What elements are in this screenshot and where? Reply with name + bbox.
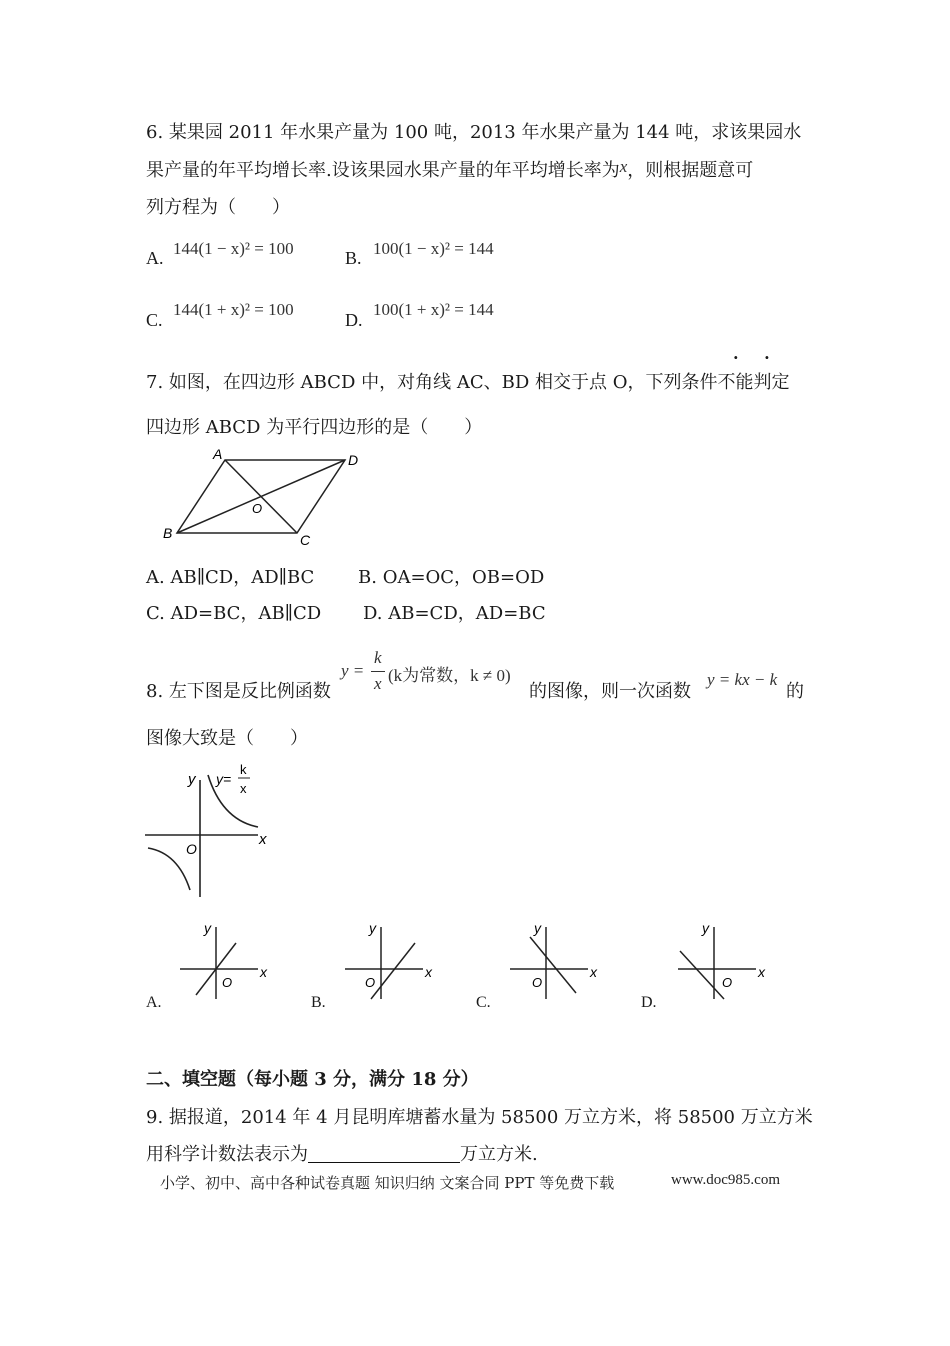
q6-option-a-expr: 144(1 − x)² = 100 — [173, 239, 294, 258]
q7-option-b — [358, 563, 544, 589]
q8-option-c-origin: O — [532, 975, 543, 990]
q8-option-a-y-label: y — [204, 920, 211, 936]
q7-label-a: A — [213, 446, 223, 462]
q8-linear-function: y = kx − k — [707, 670, 778, 689]
q7-label-c: C — [300, 532, 311, 548]
q6-line-2 — [146, 156, 753, 182]
q9-line-1: 9. 据报道，2014 年 4 月昆明库塘蓄水量为 58500 万立方米，将 58500 万立方米 — [146, 1107, 813, 1128]
q8-line-1-text-b: 的图像，则一次函数 — [529, 681, 691, 702]
q8-line-2: 图像大致是（ ） — [146, 728, 308, 749]
q8-curve-label-lhs: y= — [216, 771, 232, 787]
q8-option-a-x-label: x — [260, 964, 267, 980]
q8-curve-label-num: k — [240, 762, 247, 777]
q9-line-2 — [146, 1140, 538, 1166]
q8-line-1-text-c: 的 — [786, 681, 804, 702]
q9-line-2-text-a: 用科学计数法表示为 — [146, 1144, 308, 1165]
q8-option-a-origin: O — [222, 975, 233, 990]
q6-line-3: 列方程为（ ） — [146, 197, 290, 218]
q8-func-condition: (k为常数，k ≠ 0) — [388, 666, 511, 685]
q7-option-a-label: A. — [146, 567, 165, 588]
q7-label-d: D — [348, 452, 359, 468]
q8-inverse-function — [341, 650, 531, 700]
q8-option-b-x-label: x — [425, 964, 432, 980]
q7-option-c — [146, 599, 321, 625]
q6-option-d-label: D. — [345, 310, 363, 330]
q8-option-c-x-label: x — [590, 964, 597, 980]
q8-option-d-graph — [676, 915, 771, 1000]
q6-line-1: 6. 某果园 2011 年水果产量为 100 吨，2013 年水果产量为 144 吨，求该果园水 — [146, 122, 802, 143]
q9-line-2-text-b: 万立方米. — [460, 1144, 538, 1165]
q8-option-c-y-label: y — [534, 920, 541, 936]
q7-option-a — [146, 563, 314, 589]
q8-option-d-label: D. — [641, 994, 657, 1011]
q7-option-d-label: D. — [363, 603, 383, 624]
q7-option-d — [363, 599, 546, 625]
q8-hyperbola-branch-lower — [148, 848, 190, 890]
q8-option-a-graph — [178, 915, 273, 1000]
footer-text: 小学、初中、高中各种试卷真题 知识归纳 文案合同 PPT 等免费下载 — [160, 1174, 615, 1192]
q6-option-b-label: B. — [345, 248, 362, 268]
q6-option-a-label: A. — [146, 248, 164, 268]
q8-curve-label-den: x — [240, 781, 247, 796]
q6-option-d-expr: 100(1 + x)² = 144 — [373, 300, 494, 319]
q7-line-1: 7. 如图，在四边形 ABCD 中，对角线 AC、BD 相交于点 O，下列条件不能判定 — [146, 372, 790, 393]
q7-option-b-text: OA=OC，OB=OD — [382, 567, 545, 588]
q8-option-b-graph — [343, 915, 438, 1000]
q7-option-d-text: AB=CD，AD=BC — [388, 603, 546, 624]
q9-answer-blank — [308, 1144, 460, 1163]
q8-func-lhs: y = — [341, 661, 365, 680]
q8-func-fraction-bar — [371, 671, 385, 672]
q7-option-c-label: C. — [146, 603, 165, 624]
q8-graph-x-label: x — [259, 831, 267, 848]
q6-option-c-expr: 144(1 + x)² = 100 — [173, 300, 294, 319]
q6-line-2-text-b: ，则根据题意可 — [627, 160, 754, 181]
q7-option-c-text: AD=BC，AB∥CD — [170, 603, 322, 624]
q8-option-b-line — [371, 943, 415, 999]
q7-diagonal-bd — [177, 460, 345, 533]
q8-option-b-origin: O — [365, 975, 376, 990]
q8-func-numerator: k — [374, 648, 382, 667]
q8-inverse-graph — [140, 760, 275, 900]
q7-option-b-label: B. — [358, 567, 377, 588]
q8-option-d-line — [680, 951, 724, 999]
q6-option-b-expr: 100(1 − x)² = 144 — [373, 239, 494, 258]
q7-label-b: B — [163, 525, 173, 541]
q8-option-d-y-label: y — [702, 920, 709, 936]
q8-graph-y-label: y — [188, 771, 196, 788]
q8-option-b-label: B. — [311, 994, 326, 1011]
q7-emphasis-dots: · · — [733, 348, 780, 367]
q8-option-c-graph — [508, 915, 603, 1000]
q6-option-c-label: C. — [146, 310, 163, 330]
q8-option-d-origin: O — [722, 975, 733, 990]
q6-variable-x: x — [619, 157, 628, 176]
q8-option-b-y-label: y — [369, 920, 376, 936]
q7-label-o: O — [252, 501, 263, 516]
q8-option-a-label: A. — [146, 994, 162, 1011]
q8-line-1-text-a: 8. 左下图是反比例函数 — [146, 681, 331, 702]
q8-option-d-x-label: x — [758, 964, 765, 980]
q7-line-2: 四边形 ABCD 为平行四边形的是（ ） — [146, 417, 483, 438]
q8-func-denominator: x — [374, 674, 382, 693]
q7-parallelogram-figure — [150, 440, 380, 550]
section-2-title: 二、填空题（每小题 3 分，满分 18 分） — [146, 1069, 479, 1090]
q8-graph-origin-label: O — [186, 841, 197, 857]
q8-option-c-label: C. — [476, 994, 491, 1011]
footer-url[interactable]: www.doc985.com — [671, 1172, 781, 1188]
q6-line-2-text-a: 果产量的年平均增长率.设该果园水果产量的年平均增长率为 — [146, 160, 620, 181]
q7-option-a-text: AB∥CD，AD∥BC — [170, 567, 315, 588]
